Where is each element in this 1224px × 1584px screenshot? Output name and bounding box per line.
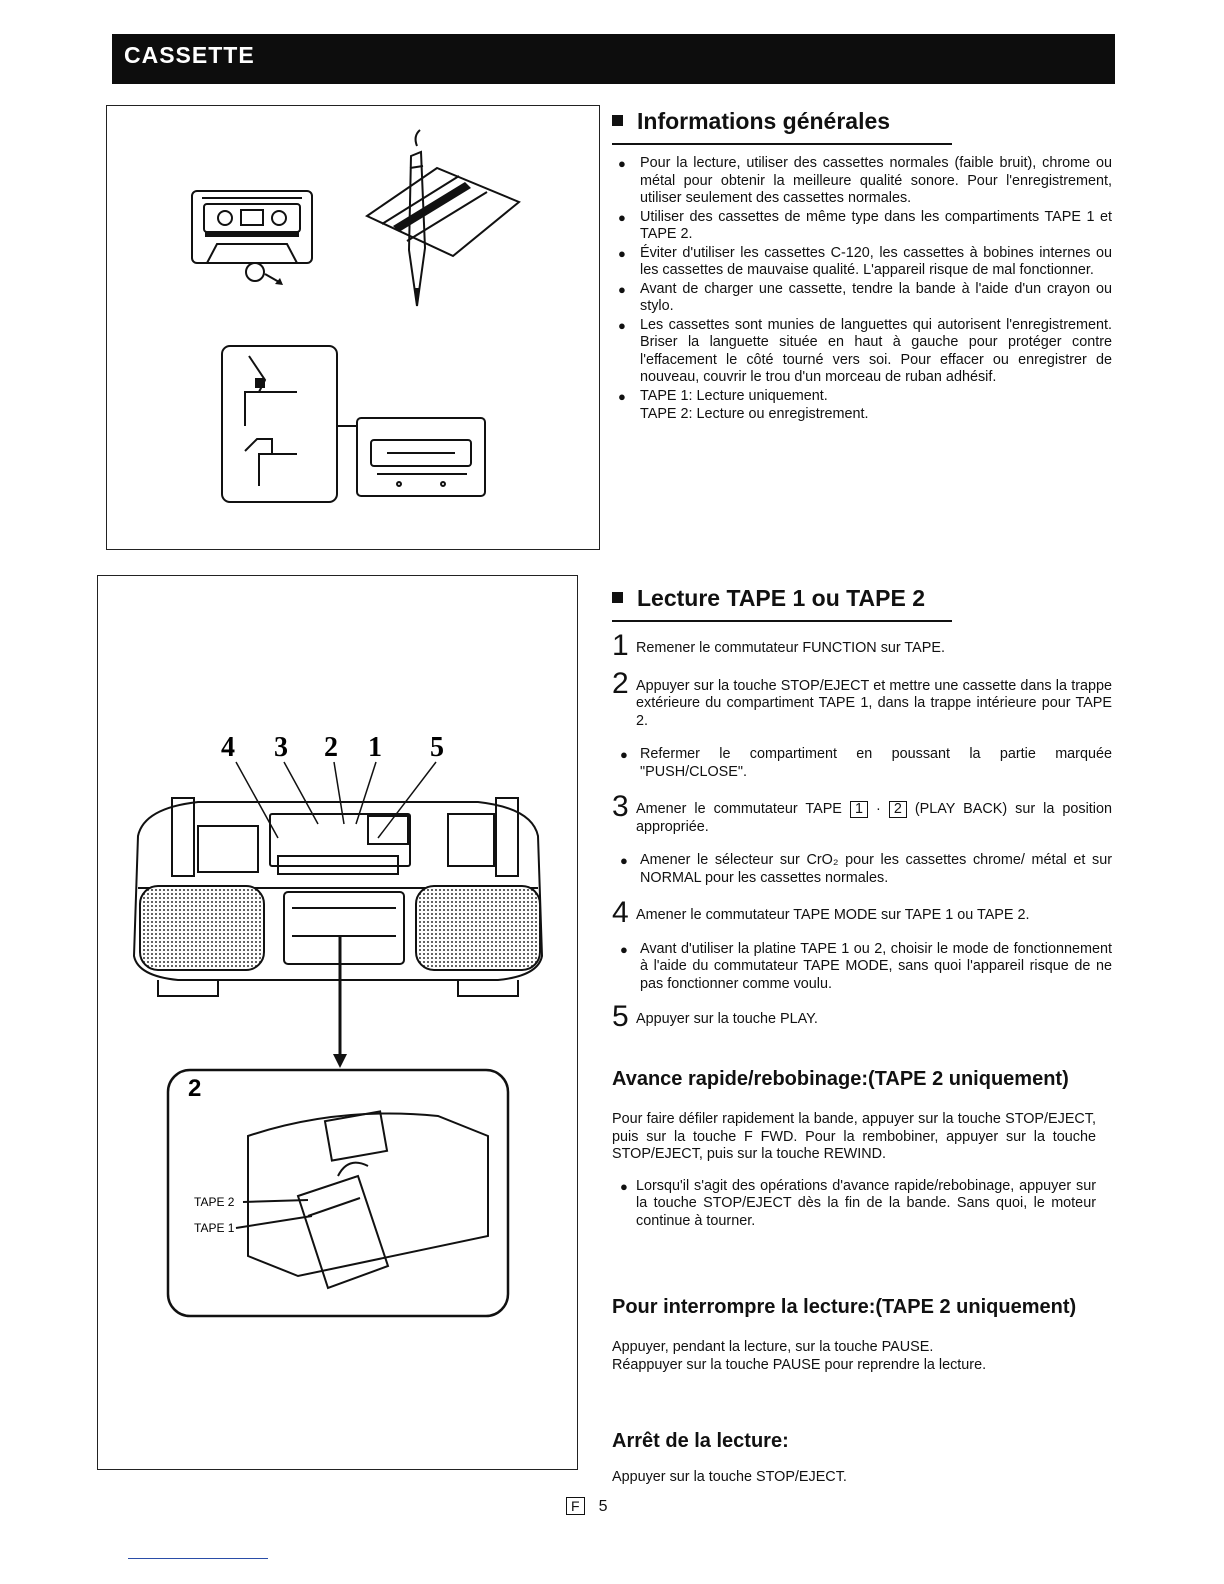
- callout-5: 5: [430, 732, 444, 763]
- bullet-platine: ● Avant d'utiliser la platine TAPE 1 ou 2, choisir le mode de fonctionnement à l'aide du commutateur TAPE MODE, sans quoi l'appareil risque de ne pas fonctionner comme voulu.: [612, 941, 1112, 994]
- inset-label: 2: [188, 1075, 202, 1102]
- section-pause: [612, 1296, 1096, 1374]
- page-title: CASSETTE: [124, 42, 255, 68]
- step-1: [612, 629, 1112, 662]
- list-item: ● Éviter d'utiliser les cassettes C-120, les cassettes à bobines internes ou les cassettes de mauvaise qualité. L'appareil risque de mal fonctionner.: [612, 245, 1112, 280]
- step-number: 5: [612, 1000, 629, 1033]
- language-badge: F: [566, 1497, 585, 1515]
- figure-cassette-handling: [106, 105, 600, 550]
- boombox-illustration: [98, 576, 577, 1469]
- lecture-heading: [612, 585, 1112, 612]
- pause-line-2: Réappuyer sur la touche PAUSE pour reprendre la lecture.: [612, 1356, 987, 1373]
- tape-2-box: 2: [889, 801, 907, 818]
- step-text: Amener le commutateur TAPE MODE sur TAPE 1 ou TAPE 2.: [636, 907, 1030, 923]
- list-item: ● TAPE 1: Lecture uniquement.: [612, 388, 1112, 406]
- step-text: (PLAY BACK) sur la position appropriée.: [636, 801, 1113, 835]
- list-item: ● Pour la lecture, utiliser des cassettes normales (faible bruit), chrome ou métal pour obtenir la meilleure qualité sonore. Pour l'enregistrement, utiliser seulement des cassettes normales.: [612, 155, 1112, 208]
- callout-3: 3: [274, 732, 288, 763]
- step-4: [612, 896, 1112, 929]
- page-number: 5: [598, 1498, 608, 1515]
- step-5: [612, 1000, 1112, 1033]
- list-item: ● Les cassettes sont munies de languettes qui autorisent l'enregistrement. Briser la languette située en haut à gauche pour protéger contre l'effacement le côté tourné vers soi. Pour effacer ou enregistrer de nouveau, couvrir le trou d'un morceau de ruban adhésif.: [612, 317, 1112, 387]
- step-text: Amener le commutateur TAPE: [636, 801, 842, 817]
- section-avance: [612, 1068, 1096, 1230]
- square-bullet-icon: [612, 592, 623, 603]
- callout-4: 4: [221, 732, 235, 763]
- avance-paragraph: Pour faire défiler rapidement la bande, appuyer sur la touche STOP/EJECT, puis sur la touche F FWD. Pour la rembobiner, appuyer sur la touche STOP/EJECT, puis sur la touche REWIND.: [612, 1111, 1096, 1162]
- step-number: 3: [612, 790, 629, 823]
- cassette-illustration: [107, 106, 599, 549]
- step-2: [612, 666, 1112, 731]
- section-arret: [612, 1430, 1096, 1487]
- tape2-note: TAPE 2: Lecture ou enregistrement.: [640, 406, 869, 422]
- heading-rule: [612, 620, 952, 622]
- tape1-label: TAPE 1: [194, 1221, 235, 1235]
- step-number: 2: [612, 666, 629, 700]
- pause-line-1: Appuyer, pendant la lecture, sur la touche PAUSE.: [612, 1339, 934, 1355]
- bullet-refermer: ● Refermer le compartiment en poussant la partie marquée "PUSH/CLOSE".: [612, 746, 1112, 781]
- heading-rule: [612, 143, 952, 145]
- list-item: ● Avant de charger une cassette, tendre la bande à l'aide d'un crayon ou stylo.: [612, 281, 1112, 316]
- tape-1-box: 1: [850, 801, 868, 818]
- avance-bullet: ● Lorsqu'il s'agit des opérations d'avance rapide/rebobinage, appuyer sur la touche STOP/EJECT dès la fin de la bande. Sans quoi, le moteur continue à tourner.: [612, 1178, 1096, 1231]
- bullet-selecteur: ● Amener le sélecteur sur CrO₂ pour les cassettes chrome/ métal et sur NORMAL pour les cassettes normales.: [612, 852, 1112, 887]
- step-3: [612, 790, 1113, 836]
- informations-list: [612, 155, 1112, 405]
- page-footer: [566, 1497, 607, 1516]
- informations-heading: [612, 108, 1112, 135]
- header-banner: [112, 34, 1115, 84]
- informations-title: Informations générales: [637, 108, 891, 134]
- step-number: 1: [612, 629, 629, 662]
- arret-title: Arrêt de la lecture:: [612, 1430, 789, 1452]
- section-lecture: [612, 585, 1113, 1033]
- separator: ·: [875, 801, 881, 817]
- arret-line: Appuyer sur la touche STOP/EJECT.: [612, 1469, 847, 1485]
- pause-title: Pour interrompre la lecture:(TAPE 2 uniquement): [612, 1296, 1077, 1318]
- avance-title: Avance rapide/rebobinage:(TAPE 2 uniquement): [612, 1068, 1069, 1090]
- step-text: Appuyer sur la touche PLAY.: [636, 1011, 818, 1027]
- step-text: Remener le commutateur FUNCTION sur TAPE.: [636, 640, 945, 656]
- figure-boombox: [97, 575, 578, 1470]
- callout-1: 1: [368, 732, 382, 763]
- lecture-title: Lecture TAPE 1 ou TAPE 2: [637, 585, 925, 611]
- section-informations: [612, 108, 1112, 424]
- list-item: ● Utiliser des cassettes de même type dans les compartiments TAPE 1 et TAPE 2.: [612, 209, 1112, 244]
- bottom-rule: [128, 1558, 268, 1559]
- square-bullet-icon: [612, 115, 623, 126]
- step-text: Appuyer sur la touche STOP/EJECT et mettre une cassette dans la trappe extérieure du compartiment TAPE 1, dans la trappe intérieure pour TAPE 2.: [636, 677, 1112, 729]
- callout-2: 2: [324, 732, 338, 763]
- tape2-label: TAPE 2: [194, 1195, 235, 1209]
- step-number: 4: [612, 896, 629, 929]
